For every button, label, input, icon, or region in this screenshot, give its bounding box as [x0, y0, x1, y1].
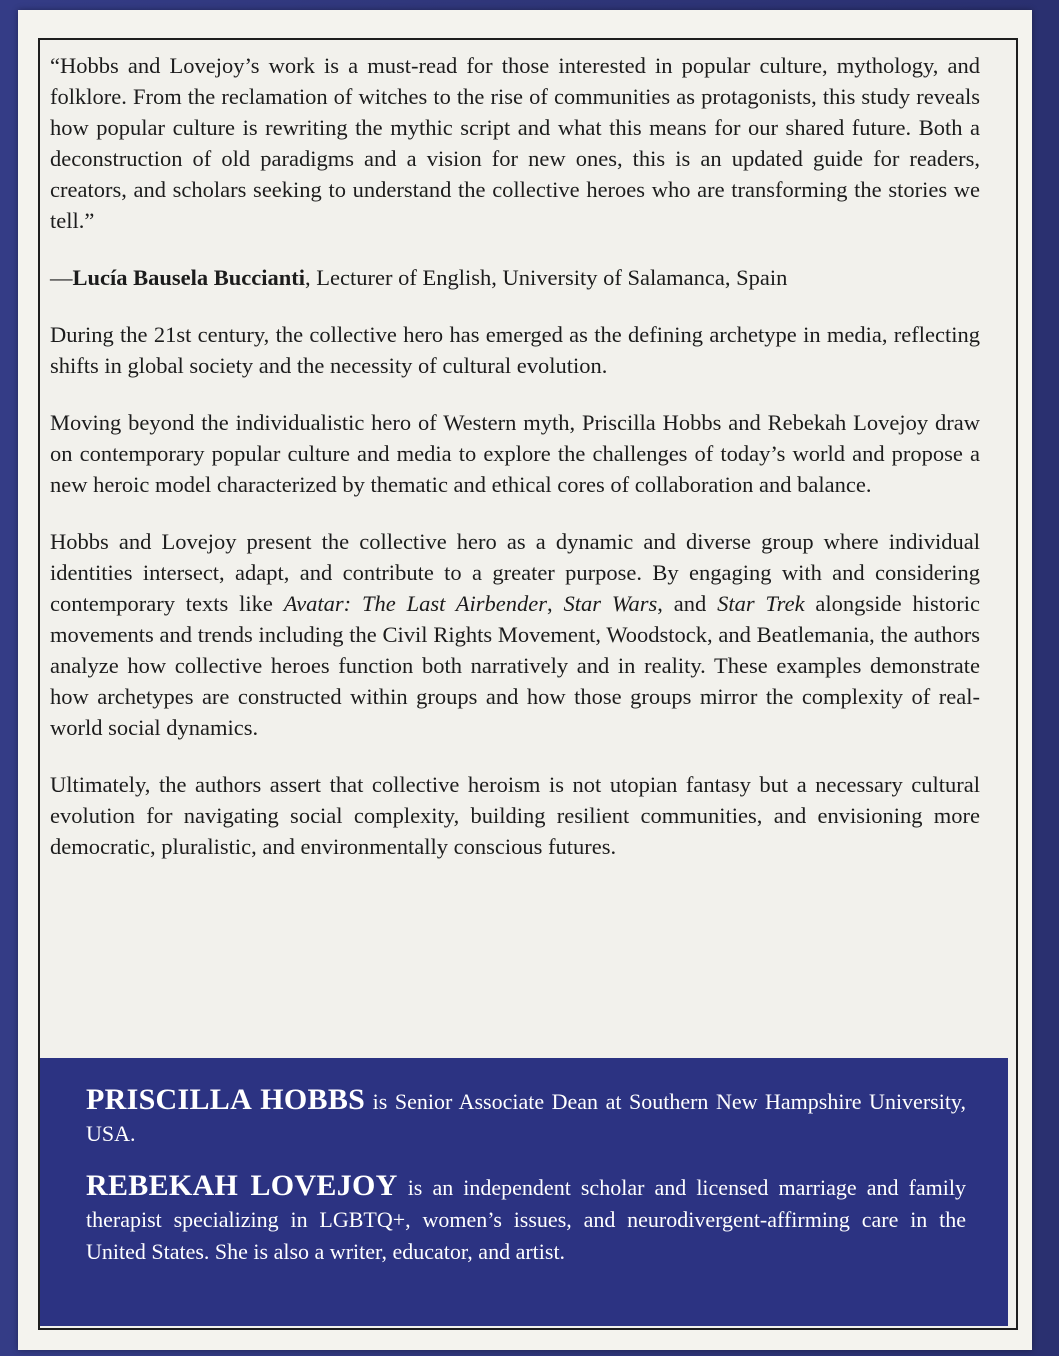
description-paragraph-1: During the 21st century, the collective hero has emerged as the defining archetype in media, reflecting shifts in global society and the necessity of cultural evolution. — [50, 322, 980, 378]
title-star-trek: Star Trek — [717, 591, 805, 616]
attribution-dash: — — [50, 265, 73, 290]
description-paragraph-2: Moving beyond the individualistic hero of Western myth, Priscilla Hobbs and Rebekah Lovejoy draw on contemporary popular culture and media to explore the challenges of today’s world and propose a new heroic model characterized by thematic and ethical cores of collaboration and balance. — [50, 410, 980, 497]
author-bio-text: is Senior Associate Dean at Southern New Hampshire University, USA. — [86, 1089, 966, 1146]
description-paragraph-4: Ultimately, the authors assert that collective heroism is not utopian fantasy but a necessary cultural evolution for navigating social complexity, building resilient communities, and envisioning more democratic, pluralistic, and environmentally conscious futures. — [50, 772, 980, 859]
author-name: PRISCILLA HOBBS — [86, 1083, 366, 1116]
endorser-role: , Lecturer of English, University of Salamanca, Spain — [305, 265, 788, 290]
author-bio-text: is an independent scholar and licensed marriage and family therapist specializing in LGBTQ+, women’s issues, and neurodivergent-affirming care in the United States. She is also a writer, educator, and artist. — [86, 1175, 966, 1264]
author-bios-box — [40, 1058, 1008, 1326]
paragraph-3-text: alongside historic movements and trends including the Civil Rights Movement, Woodstock, and Beatlemania, the authors analyze how collective heroes function both narratively and in reality. These examples demonstrate how archetypes are constructed within groups and how those groups mirror the complexity of real-world social dynamics. — [50, 591, 980, 740]
endorsement-attribution — [50, 262, 980, 293]
description-paragraph-3 — [50, 526, 980, 743]
author-bio-lovejoy — [86, 1170, 966, 1268]
blurb-section — [50, 50, 980, 888]
paragraph-3-text: Hobbs and Lovejoy present the collective hero as a dynamic and diverse group where individual identities intersect, adapt, and contribute to a greater purpose. By engaging with and considering contemporary texts like — [50, 529, 980, 616]
author-name: REBEKAH LOVEJOY — [86, 1169, 398, 1202]
separator: , and — [657, 591, 718, 616]
separator: , — [547, 591, 564, 616]
author-bio-hobbs — [86, 1084, 966, 1150]
title-star-wars: Star Wars — [563, 591, 658, 616]
title-avatar: Avatar: The Last Airbender — [283, 591, 548, 616]
endorsement-quote: “Hobbs and Lovejoy’s work is a must-read for those interested in popular culture, mythology, and folklore. From the reclamation of witches to the rise of communities as protagonists, this study reveals how popular culture is rewriting the mythic script and what this means for our shared future. Both a deconstruction of old paradigms and a vision for new ones, this is an updated guide for readers, creators, and scholars seeking to understand the collective heroes who are transforming the stories we tell.” — [50, 53, 980, 233]
endorser-name: Lucía Bausela Buccianti — [72, 265, 306, 290]
